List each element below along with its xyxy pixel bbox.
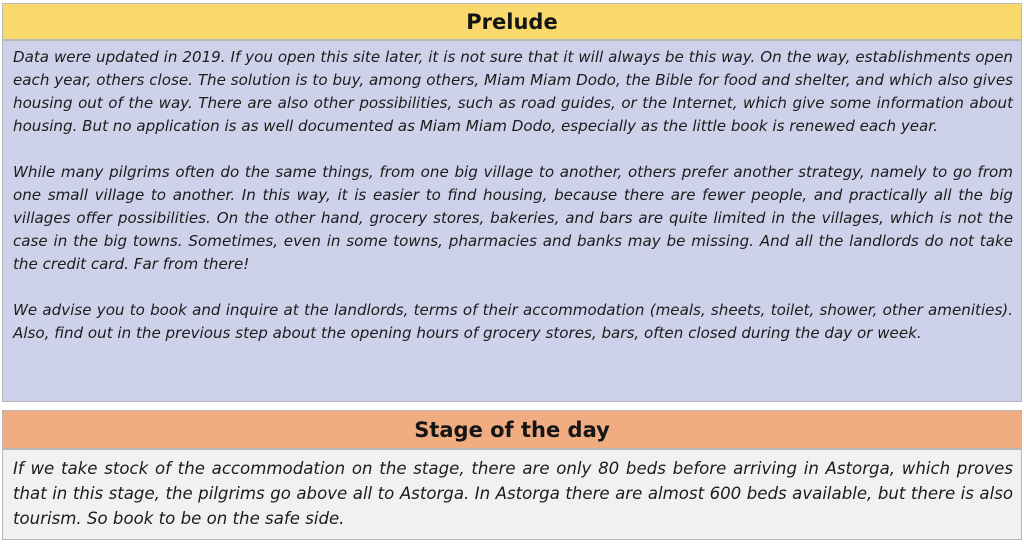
stage-header [2, 410, 1022, 449]
prelude-paragraph-1: Data were updated in 2019. If you open this site later, it is not sure that it will always be this way. On the way, establishments open each year, others close. The solution is to buy, among others, Miam Miam Dodo, the Bible for food and shelter, and which also gives housing out of the way. There are also other possibilities, such as road guides, or the Internet, which give some information about housing. But no application is as well documented as Miam Miam Dodo, especially as the little book is renewed each year. [13, 48, 1013, 135]
prelude-header [2, 3, 1022, 40]
prelude-paragraph-3: We advise you to book and inquire at the landlords, terms of their accommodation (meals, sheets, toilet, shower, other amenities). Also, find out in the previous step about the opening hours of grocery stores, bars, often closed during the day or week. [13, 301, 1013, 342]
prelude-title: Prelude [466, 9, 558, 34]
prelude-body [2, 40, 1022, 402]
prelude-paragraph-2: While many pilgrims often do the same things, from one big village to another, others prefer another strategy, namely to go from one small village to another. In this way, it is easier to find housing, because there are fewer people, and practically all the big villages offer possibilities. On the other hand, grocery stores, bakeries, and bars are quite limited in the villages, which is not the case in the big towns. Sometimes, even in some towns, pharmacies and banks may be missing. And all the landlords do not take the credit card. Far from there! [13, 163, 1013, 273]
stage-body [2, 449, 1022, 540]
stage-title: Stage of the day [414, 417, 610, 442]
stage-paragraph: If we take stock of the accommodation on the stage, there are only 80 beds before arriving in Astorga, which proves that in this stage, the pilgrims go above all to Astorga. In Astorga there are almost 600 beds available, but there is also tourism. So book to be on the safe side. [13, 459, 1013, 528]
